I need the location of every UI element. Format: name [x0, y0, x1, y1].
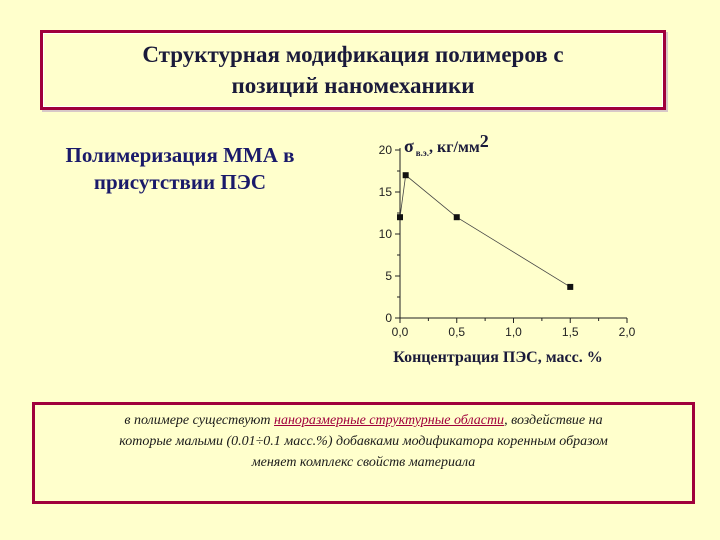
note-line2: которые малыми (0.01÷0.1 масс.%) добавками модификатора коренным образом: [119, 434, 608, 449]
x-tick-label: 0,5: [448, 325, 466, 339]
note-line3: меняет комплекс свойств материала: [251, 455, 476, 470]
subtitle: [30, 142, 330, 196]
x-tick-label: 1,0: [505, 325, 522, 339]
series-line: [400, 175, 570, 287]
y-tick-label: 10: [378, 227, 392, 241]
x-tick-label: 1,5: [561, 325, 579, 339]
title-box: [40, 30, 666, 110]
x-tick-label: 2,0: [618, 325, 636, 339]
subtitle-line1: Полимеризация ММА в: [65, 143, 295, 167]
subtitle-line2: присутствии ПЭС: [93, 170, 267, 194]
chart: [340, 125, 660, 380]
y-axis-label: σ $_{в.э.}$, кг/мм2: [404, 131, 489, 158]
y-tick-label: 0: [385, 311, 392, 325]
note-box: [32, 402, 695, 504]
slide-title-line1: Структурная модификация полимеров с: [142, 42, 564, 67]
data-point: [403, 172, 409, 178]
y-tick-label: 5: [385, 269, 392, 283]
x-tick-label: 0,0: [391, 325, 409, 339]
y-tick-label: 15: [378, 185, 392, 199]
note-highlight: наноразмерные структурные области: [274, 413, 505, 428]
note-line1-start: в полимере существуют: [124, 413, 274, 428]
data-point: [397, 214, 403, 220]
y-tick-label: 20: [378, 143, 392, 157]
data-point: [567, 284, 573, 290]
slide-title-line2: позиций наномеханики: [231, 73, 475, 98]
note-line1: [35, 410, 692, 431]
note-line1-end: , воздействие на: [504, 413, 603, 428]
data-point: [454, 214, 460, 220]
x-axis-label: Концентрация ПЭС, масс. %: [393, 349, 603, 366]
